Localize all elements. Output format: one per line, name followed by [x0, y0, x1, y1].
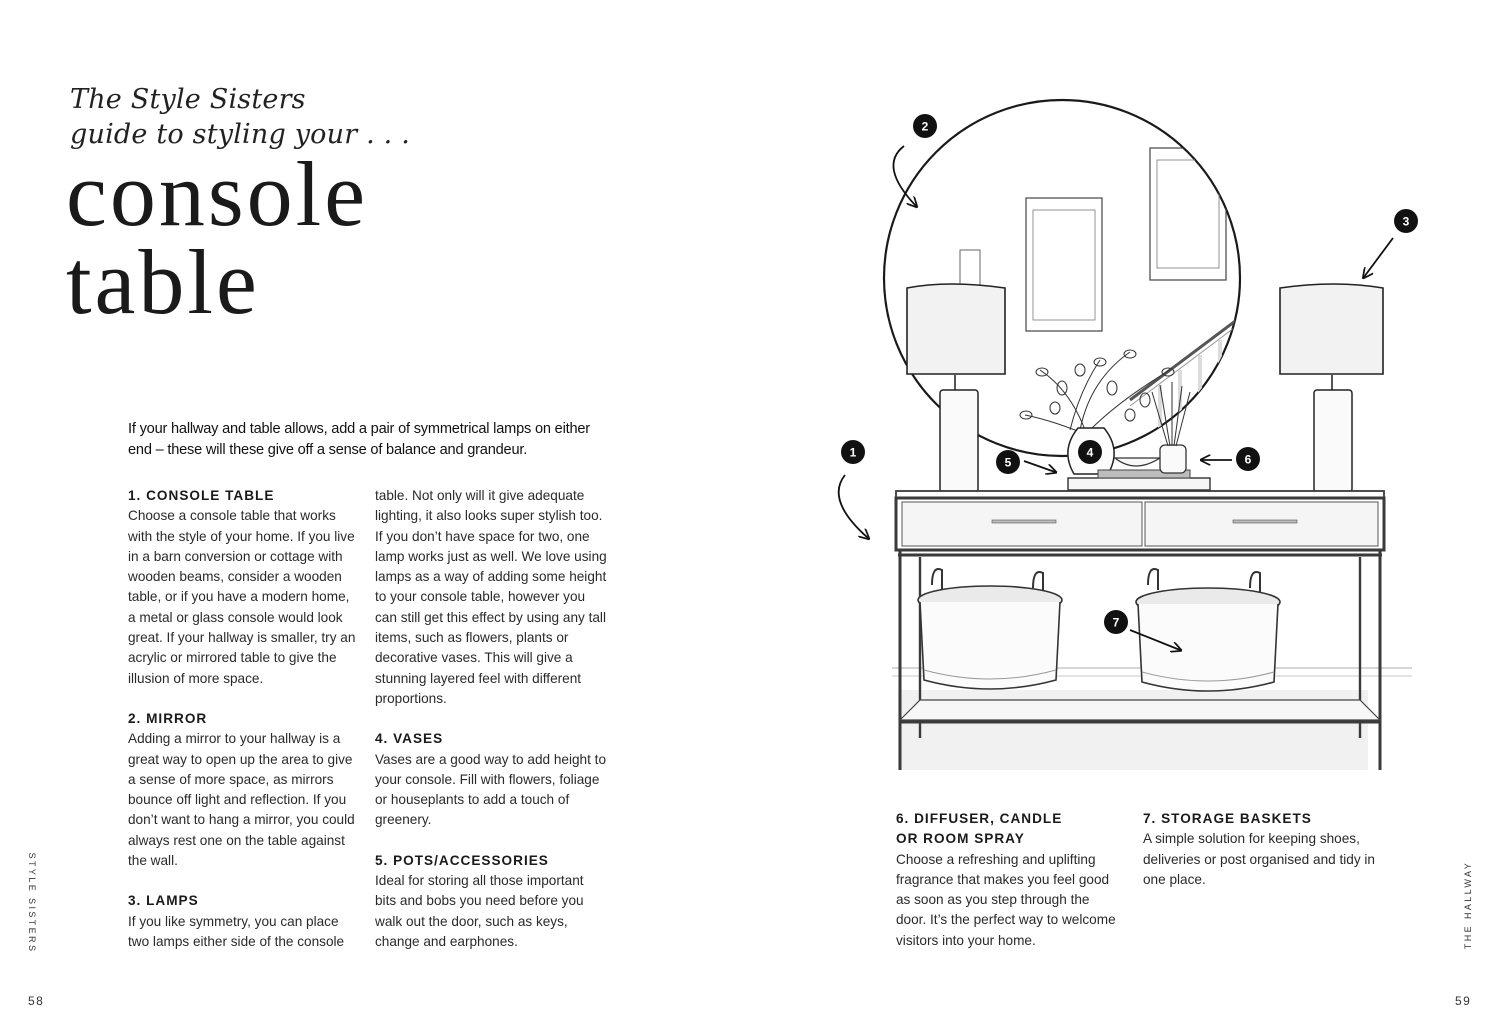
svg-text:7: 7	[1112, 615, 1120, 630]
section-storage-baskets	[1143, 809, 1383, 890]
callout-arrow-5	[1024, 461, 1055, 472]
section-mirror	[128, 709, 360, 871]
section-heading: 7. STORAGE BASKETS	[1143, 811, 1312, 826]
svg-text:3: 3	[1402, 214, 1410, 229]
section-heading	[896, 809, 1116, 850]
title-line: table	[66, 231, 260, 333]
callout-badge-6	[1236, 447, 1260, 471]
section-pots-accessories	[375, 851, 607, 952]
section-heading: 4. VASES	[375, 731, 444, 747]
intro-paragraph: If your hallway and table allows, add a pair of symmetrical lamps on either end – these will these give off a sense of balance and grandeur.	[128, 420, 590, 458]
callout-badge-5	[996, 450, 1020, 474]
text-column-1	[128, 486, 360, 972]
section-diffuser-candle-spray	[896, 809, 1116, 951]
section-heading: 2. MIRROR	[128, 710, 208, 726]
svg-text:4: 4	[1086, 445, 1094, 460]
callout-arrow-1	[839, 475, 868, 538]
running-head-text: THE HALLWAY	[1463, 860, 1473, 950]
page-number-right: 59	[1455, 994, 1472, 1008]
kicker-line: The Style Sisters	[70, 84, 306, 115]
callout-badge-3	[1394, 209, 1418, 233]
callout-badge-7	[1104, 610, 1128, 634]
running-head-left	[25, 852, 39, 954]
running-head-text: STYLE SISTERS	[27, 852, 37, 954]
kicker-line: guide to styling your . . .	[70, 119, 411, 150]
heading-line: 6. DIFFUSER, CANDLE	[896, 811, 1063, 826]
section-body: Vases are a good way to add height to your console. Fill with flowers, foliage or houseplants to add a touch of greenery.	[375, 751, 607, 828]
text-column-4	[1143, 809, 1383, 910]
storage-basket-left	[918, 569, 1062, 689]
heading-line: OR ROOM SPRAY	[896, 831, 1025, 847]
lamp-right	[1280, 284, 1383, 492]
svg-text:6: 6	[1244, 452, 1252, 467]
page-title	[66, 143, 369, 333]
page-number-left: 58	[28, 994, 45, 1008]
right-page	[750, 0, 1500, 1032]
callout-badge-1	[841, 440, 865, 464]
text-column-3	[896, 809, 1116, 971]
section-console-table	[128, 486, 360, 689]
storage-basket-right	[1136, 569, 1280, 691]
section-lamps-continued	[375, 486, 607, 709]
section-body: If you like symmetry, you can place two lamps either side of the console	[128, 913, 345, 949]
section-vases	[375, 729, 607, 830]
section-body: Choose a console table that works with the style of your home. If you live in a barn conversion or cottage with wooden beams, consider a wooden table, or if you have a modern home, a metal or glass console would look great. If your hallway is smaller, try an acrylic or mirrored table to give the illusion of more space.	[128, 508, 356, 686]
callout-badge-4	[1078, 440, 1102, 464]
section-body: A simple solution for keeping shoes, deliveries or post organised and tidy in one place.	[1143, 831, 1375, 887]
section-heading: 5. POTS/ACCESSORIES	[375, 852, 549, 868]
section-heading: 3. LAMPS	[128, 893, 199, 909]
callout-badge-2	[913, 114, 937, 138]
title-line: console	[66, 143, 369, 245]
section-body: Choose a refreshing and uplifting fragrance that makes you feel good as soon as you step through the door. It’s the perfect way to welcome visitors into your home.	[896, 851, 1116, 948]
running-head-right	[1461, 860, 1475, 950]
section-heading: 1. CONSOLE TABLE	[128, 488, 275, 503]
svg-text:1: 1	[849, 445, 857, 460]
section-lamps	[128, 891, 360, 952]
text-column-2	[375, 486, 607, 972]
svg-text:5: 5	[1004, 455, 1012, 470]
svg-text:2: 2	[921, 119, 929, 134]
section-body: Ideal for storing all those important bits and bobs you need before you walk out the door, such as keys, change and earphones.	[375, 873, 584, 949]
console-table-illustration	[830, 70, 1430, 790]
section-body: table. Not only will it give adequate lighting, it also looks super stylish too. If you don’t have space for two, one lamp works just as well. We love using lamps as a way of adding some height to your console table, however you can still get this effect by using any tall items, such as flowers, plants or decorative vases. This will give a stunning layered feel with different proportions.	[375, 488, 607, 706]
callout-arrow-3	[1364, 238, 1393, 277]
kicker-subtitle	[70, 82, 410, 152]
section-body: Adding a mirror to your hallway is a great way to open up the area to give a sense of more space, as mirrors bounce off light and reflection. If you don’t want to hang a mirror, you could always rest one on the table against the wall.	[128, 731, 355, 869]
